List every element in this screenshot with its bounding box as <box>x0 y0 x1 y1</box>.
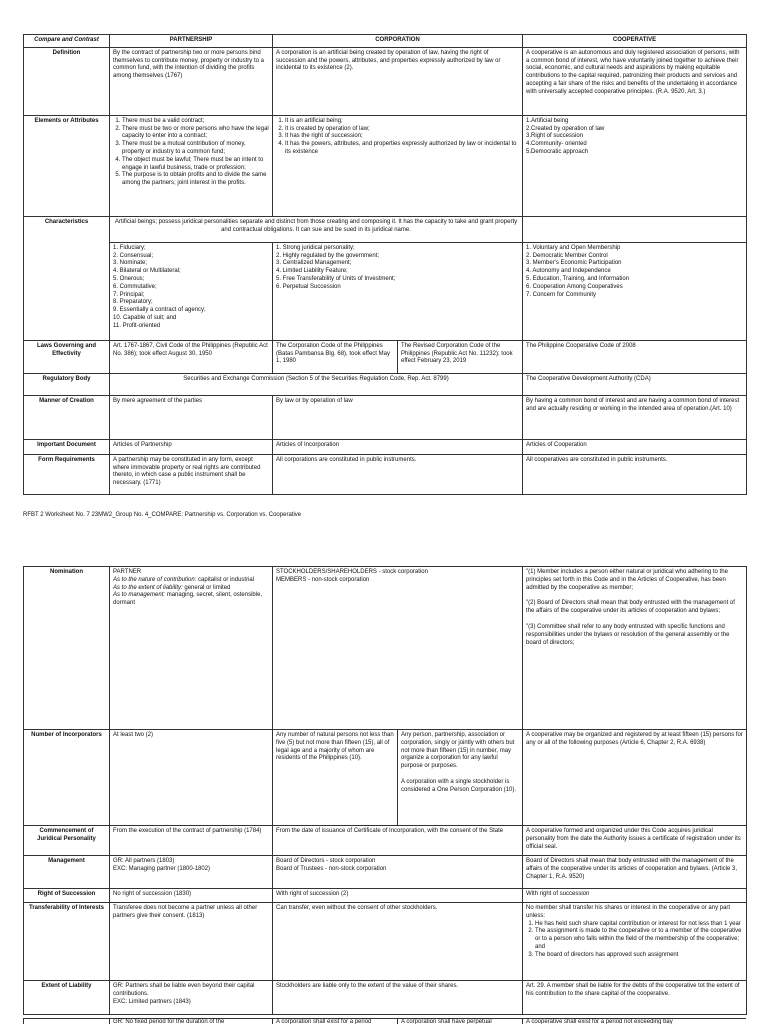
row-label-transferability: Transferability of Interests <box>24 903 110 981</box>
commencement-corporation: From the date of issuance of Certificate of Incorporation, with the consent of the State <box>273 826 523 856</box>
creation-partnership: By mere agreement of the parties <box>110 395 273 439</box>
nomination-partner-line-1 <box>113 577 269 585</box>
elements-cooperative <box>523 115 747 216</box>
list-item: 2. It is created by operation of law; <box>285 126 519 134</box>
transferability-corporation: Can transfer, even without the consent of other stockholders. <box>273 903 523 981</box>
elements-corporation <box>273 115 523 216</box>
creation-corporation: By law or by operation of law <box>273 395 523 439</box>
list-item: 5. Education, Training, and Information <box>526 275 630 282</box>
row-label-definition: Definition <box>24 47 110 115</box>
list-item: 6. Cooperation Among Cooperatives <box>526 283 623 290</box>
elements-partnership <box>110 115 273 216</box>
row-label-succession: Right of Succession <box>24 889 110 903</box>
list-item: 4. Bilateral or Multilateral; <box>113 268 181 275</box>
list-item: 10. Capable of suit; and <box>113 314 177 321</box>
succession-partnership: No right of succession (1830) <box>110 889 273 903</box>
creation-cooperative: By having a common bond of interest and are having a common bond of interest and are actually residing or working in the intended area of operation.(Art. 10) <box>523 395 747 439</box>
italic-label: As to the extent of liability: <box>113 584 183 591</box>
form-cooperative: All cooperatives are constituted in public instruments. <box>523 454 747 494</box>
header-partnership: PARTNERSHIP <box>110 35 273 48</box>
list-item: 4. It has the powers, attributes, and properties expressly authorized by law or incidental to its existence <box>285 141 519 157</box>
form-corporation: All corporations are constituted in public instruments. <box>273 454 523 494</box>
commencement-cooperative: A cooperative formed and organized under this Code acquires juridical personality from the date the Authority issues a certificate of registration under its official seal. <box>523 826 747 856</box>
list-item: 11. Profit-oriented <box>113 322 161 329</box>
header-cooperative: COOPERATIVE <box>523 35 747 48</box>
list-item: 1. There must be a valid contract; <box>122 118 269 126</box>
document-cooperative: Articles of Cooperation <box>523 439 747 454</box>
definition-partnership: By the contract of partnership two or more persons bind themselves to contribute money, property or industry to a common fund, with the intention of dividing the profits among themselves (1767) <box>110 47 273 115</box>
nomination-partner-line-3 <box>113 592 269 608</box>
row-label-characteristics: Characteristics <box>24 216 110 340</box>
italic-label: As to the nature of contribution: <box>113 576 197 583</box>
term-corporation-new: A corporation shall have perpetual <box>398 1019 523 1024</box>
succession-corporation: With right of succession (2) <box>273 889 523 903</box>
commencement-partnership: From the execution of the contract of partnership (1784) <box>110 826 273 856</box>
row-label-laws: Laws Governing and Effectivity <box>24 340 110 373</box>
nomination-coop-3: "(3) Committee shall refer to any body entrusted with specific functions and responsibilities under the bylaws or resolution of the general assembly or the board of directors; <box>526 623 730 646</box>
row-label-liability: Extent of Liability <box>24 981 110 1015</box>
list-item: 1.Artificial being <box>526 117 569 124</box>
list-item: 3. Centralized Management; <box>276 260 352 267</box>
nomination-corporation: STOCKHOLDERS/SHAREHOLDERS - stock corporation MEMBERS - non-stock corporation <box>273 567 523 730</box>
nomination-partner-title: PARTNER <box>113 569 142 575</box>
nomination-partnership <box>110 567 273 730</box>
laws-cooperative: The Philippine Cooperative Code of 2008 <box>523 340 747 373</box>
row-label-creation: Manner of Creation <box>24 395 110 439</box>
list-item: 3. It has the right of succession; <box>285 133 519 141</box>
regulatory-shared: Securities and Exchange Commission (Section 5 of the Securities Regulation Code, Rep. Act. 8799) <box>110 373 523 395</box>
term-cooperative: A cooperative shall exist for a period not exceeding bay <box>523 1019 747 1024</box>
list-item: 4. Limited Liability Feature; <box>276 268 348 275</box>
text: general or limited <box>182 584 231 591</box>
list-item: 3. Nominate; <box>113 260 148 267</box>
comparison-table-2 <box>23 566 747 1015</box>
list-item: 5.Democratic approach <box>526 148 589 155</box>
incorporators-new-1: Any person, partnership, association or corporation, singly or jointly with others but not more than fifteen (15) in number, may organize a corporation for any lawful purpose or purposes. <box>401 732 515 770</box>
transferability-partnership: Transferee does not become a partner unless all other partners give their consent. (1813) <box>110 903 273 981</box>
list-item: 5. The purpose is to obtain profits and to divide the same among the partners; joint interest in the profits. <box>122 172 269 188</box>
form-partnership: A partnership may be constituted in any form, except where immovable property or real rights are contributed thereto, in which case a public instrument shall be necessary. (1771) <box>110 454 273 494</box>
text: managing, secret, silent, ostensible, dormant <box>113 592 263 607</box>
list-item: 5. Onerous; <box>113 275 145 282</box>
list-item: 5. Free Transferability of Units of Investment; <box>276 275 396 282</box>
list-item: 4.Community- oriented <box>526 141 587 148</box>
laws-corporation-old: The Corporation Code of the Philippines (Batas Pambansa Blg. 68), took effect May 1, 1980 <box>273 340 398 373</box>
list-item: 2. Consensual; <box>113 252 154 259</box>
regulatory-cooperative: The Cooperative Development Authority (CDA) <box>523 373 747 395</box>
list-item: 2. There must be two or more persons who have the legal capacity to enter into a contract; <box>122 126 269 142</box>
characteristics-shared: Artificial beings; possess juridical personalities separate and distinct from those creating and composing it. It has the capacity to take and grant property and contractual obligations. It can sue and be sued in its juridical name. <box>110 216 523 242</box>
list-item: 7. Concern for Community <box>526 291 597 298</box>
liability-partnership: GR: Partners shall be liable even beyond their capital contributions. EXC: Limited partners (1843) <box>110 981 273 1015</box>
list-item: 2. Highly regulated by the government; <box>276 252 380 259</box>
list-item: 3. Member's Economic Participation <box>526 260 622 267</box>
management-partnership: GR: All partners (1803) EXC: Managing partner (1800-1802) <box>110 856 273 889</box>
term-label-blank <box>24 1019 110 1024</box>
list-item: 9. Essentially a contract of agency; <box>113 307 206 314</box>
succession-cooperative: With right of succession <box>523 889 747 903</box>
list-item: 8. Preparatory; <box>113 299 153 306</box>
list-item: 1. Fiduciary; <box>113 244 146 251</box>
list-item: 3. The board of directors has approved such assignment <box>535 952 743 960</box>
characteristics-cooperative <box>523 242 747 340</box>
management-cooperative: Board of Directors shall mean that body entrusted with the management of the affairs of the cooperative under its articles of cooperation and bylaws. (Article 3, Chapter 1, R.A. 9520) <box>523 856 747 889</box>
incorporators-corporation-old: Any number of natural persons not less than five (5) but not more than fifteen (15), all of legal age and a majority of whom are residents of the Philippines (10). <box>273 730 398 826</box>
laws-corporation-new: The Revised Corporation Code of the Philippines (Republic Act No. 11232); took effect February 23, 2019 <box>398 340 523 373</box>
row-label-elements: Elements or Attributes <box>24 115 110 216</box>
row-label-regulatory: Regulatory Body <box>24 373 110 395</box>
list-item: 3.Right of succession <box>526 133 584 140</box>
table-continuation <box>23 1018 746 1024</box>
characteristics-cooperative-blank <box>523 216 747 242</box>
row-label-incorporators: Number of Incorporators <box>24 730 110 826</box>
list-item: 1. It is an artificial being; <box>285 118 519 126</box>
row-label-management: Management <box>24 856 110 889</box>
worksheet-caption: RFBT 2 Worksheet No. 7 23MW2_Group No. 4_COMPARE: Partnership vs. Corporation vs. Cooperative <box>23 512 302 518</box>
italic-label: As to management: <box>113 592 166 599</box>
nomination-cooperative <box>523 567 747 730</box>
transferability-cooperative <box>523 903 747 981</box>
list-item: 2. The assignment is made to the cooperative or to a member of the cooperative or to a person who falls within the field of the membership of the cooperative; and <box>535 928 743 951</box>
characteristics-partnership <box>110 242 273 340</box>
nomination-coop-2: "(2) Board of Directors shall mean that body entrusted with the management of the affairs of the cooperative under its articles of cooperation and bylaws; <box>526 600 735 615</box>
term-corporation-old: A corporation shall exist for a period <box>273 1019 398 1024</box>
definition-corporation: A corporation is an artificial being created by operation of law, having the right of succession and the powers, attributes, and properties expressly authorized by law or incidental to its existence (2). <box>273 47 523 115</box>
comparison-table-1 <box>23 34 747 495</box>
document-corporation: Articles of Incorporation <box>273 439 523 454</box>
nomination-partner-line-2 <box>113 585 269 593</box>
list-item: 2.Created by operation of law <box>526 125 605 132</box>
list-item: 4. Autonomy and Independence <box>526 268 611 275</box>
row-label-document: Important Document <box>24 439 110 454</box>
nomination-coop-1: "(1) Member includes a person either natural or juridical who adhering to the principles set forth in this Code and in the Articles of Cooperative, has been admitted by the cooperative as member; <box>526 569 728 591</box>
header-corporation: CORPORATION <box>273 35 523 48</box>
list-item: 3. There must be a mutual contribution of money, property or industry to a common fund; <box>122 141 269 157</box>
list-item: 6. Commutative; <box>113 283 157 290</box>
incorporators-corporation-new <box>398 730 523 826</box>
management-corporation: Board of Directors - stock corporation Board of Trustees - non-stock corporation <box>273 856 523 889</box>
liability-corporation: Stockholders are liable only to the extent of the value of their shares. <box>273 981 523 1015</box>
incorporators-new-2: A corporation with a single stockholder is considered a One Person Corporation (10). <box>401 778 517 793</box>
header-compare: Compare and Contrast <box>24 35 110 48</box>
list-item: 7. Principal; <box>113 291 145 298</box>
term-partnership: GR: No fixed period for the duration of the <box>110 1019 273 1024</box>
incorporators-partnership: At least two (2) <box>110 730 273 826</box>
definition-cooperative: A cooperative is an autonomous and duly registered association of persons, with a common bond of interest, who have voluntarily joined together to achieve their social, economic, and cultural needs and aspirations by making equitable contributions to the capital required, patronizing their products and services and accepting a fair share of the risks and benefits of the undertaking in accordance with universally accepted cooperative principles. (R.A. 9520, Art. 3.) <box>523 47 747 115</box>
liability-cooperative: Art. 29. A member shall be liable for the debts of the cooperative tot the extent of his contribution to the share capital of the cooperative. <box>523 981 747 1015</box>
list-item: 4. The object must be lawful; There must be an intent to engage in lawful business, trade or profession; <box>122 157 269 173</box>
list-item: 1. Voluntary and Open Membership <box>526 244 621 251</box>
row-label-form: Form Requirements <box>24 454 110 494</box>
characteristics-corporation <box>273 242 523 340</box>
list-item: 1. Strong juridical personality; <box>276 244 355 251</box>
list-item: 6. Perpetual Succession <box>276 283 341 290</box>
incorporators-cooperative: A cooperative may be organized and registered by at least fifteen (15) persons for any or all of the following purposes (Article 6, Chapter 2, R.A. 6938) <box>523 730 747 826</box>
text: capitalist or industrial <box>196 576 255 583</box>
list-item: 2. Democratic Member Control <box>526 252 608 259</box>
row-label-commencement: Commencement of Juridical Personality <box>24 826 110 856</box>
row-label-nomination: Nomination <box>24 567 110 730</box>
transferability-coop-intro: No member shall transfer his shares or interest in the cooperative or any part unless: <box>526 905 731 919</box>
list-item: 1. He has held such share capital contribution or interest for not less than 1 year <box>535 921 743 929</box>
laws-partnership: Art. 1767-1867, Civil Code of the Philippines (Republic Act No. 386); took effect August 30, 1950 <box>110 340 273 373</box>
document-partnership: Articles of Partnership <box>110 439 273 454</box>
